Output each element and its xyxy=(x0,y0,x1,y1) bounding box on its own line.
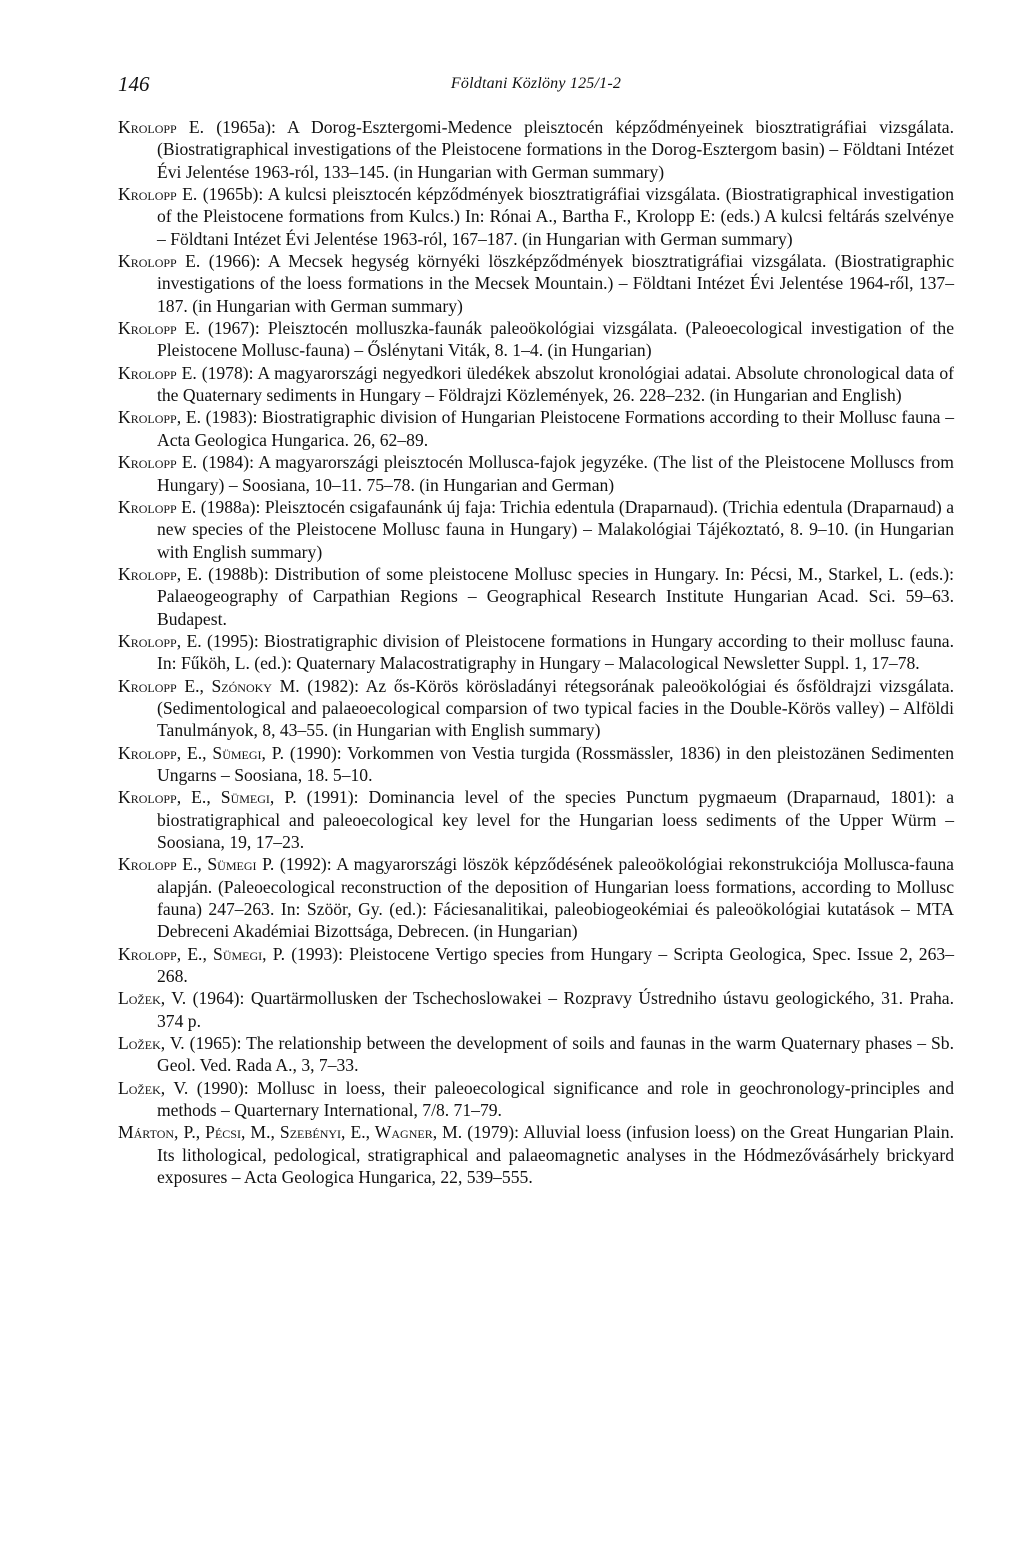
reference-text: (1978): A magyarországi negyedkori üledékek abszolut kronológiai adatai. Absolute chronological data of the Quaternary sediments in Hungary – Földrajzi Közlemények, 26. 228–232. (in Hungarian and English) xyxy=(157,362,954,406)
page xyxy=(118,72,954,1189)
reference-entry xyxy=(118,183,954,250)
reference-entry xyxy=(118,630,954,675)
reference-author: Krolopp, E. xyxy=(118,630,202,651)
reference-entry xyxy=(118,406,954,451)
reference-entry xyxy=(118,675,954,742)
reference-text: (1995): Biostratigraphic division of Pleistocene formations in Hungary according to their mollusc fauna. In: Fűköh, L. (ed.): Quaternary Malacostratigraphy in Hungary – Malacological Newsletter Suppl. 1, 17–78. xyxy=(157,630,954,674)
reference-text: (1966): A Mecsek hegység környéki löszképződmények biosztratigráfiai vizsgálata. (Biostratigraphic investigations of the loess formations in the Mecsek Mountain.) – Földtani Intézet Évi Jelentése 1964-ről, 137–187. (in Hungarian with German summary) xyxy=(157,251,954,316)
reference-text: (1993): Pleistocene Vertigo species from Hungary – Scripta Geologica, Spec. Issue 2, 263–268. xyxy=(157,943,954,987)
reference-text: (1965a): A Dorog-Esztergomi-Medence pleisztocén képződményeinek biosztratigráfiai vizsgálata. (Biostratigraphical investigations of the Pleistocene formations in the Dorog-Esztergom basin) – Földtani Intézet Évi Jelentése 1963-ról, 133–145. (in Hungarian with German summary) xyxy=(157,117,954,182)
reference-text: (1979): Alluvial loess (infusion loess) on the Great Hungarian Plain. Its lithological, pedological, stratigraphical and palaeomagnetic analyses in the Hódmezővásárhely brickyard exposures – Acta Geologica Hungarica, 22, 539–555. xyxy=(157,1122,954,1188)
reference-entry xyxy=(118,943,954,988)
reference-author: Krolopp E. xyxy=(118,362,197,383)
reference-entry xyxy=(118,250,954,317)
reference-entry xyxy=(118,362,954,407)
reference-text: (1988b): Distribution of some pleistocene Mollusc species in Hungary. In: Pécsi, M., Starkel, L. (eds.): Palaeogeography of Carpathian Regions – Geographical Research Institute Hungarian Acad. Sci. 59–63. Budapest. xyxy=(157,563,954,629)
reference-text: (1983): Biostratigraphic division of Hungarian Pleistocene Formations according to their Mollusc fauna – Acta Geologica Hungarica. 26, 62–89. xyxy=(157,407,954,450)
reference-text: (1990): Vorkommen von Vestia turgida (Rossmässler, 1836) in den pleistozänen Sedimenten Ungarns – Soosiana, 18. 5–10. xyxy=(157,742,954,785)
reference-author: Ložek, V. xyxy=(118,1077,189,1098)
reference-author: Ložek, V. xyxy=(118,988,187,1009)
reference-text: (1964): Quartärmollusken der Tschechoslowakei – Rozpravy Ústredniho ústavu geologického, 31. Praha. 374 p. xyxy=(157,988,954,1031)
reference-author: Krolopp E. xyxy=(118,318,200,339)
reference-text: (1965b): A kulcsi pleisztocén képződmények biosztratigráfiai vizsgálata. (Biostratigraphical investigation of the Pleistocene formations from Kulcs.) In: Rónai A., Bartha F., Krolopp E: (eds.) A kulcsi feltárás szelvénye – Földtani Intézet Évi Jelentése 1963-ról, 167–187. (in Hungarian with German summary) xyxy=(157,184,954,249)
reference-author: Krolopp, E., Sümegi, P. xyxy=(118,742,285,763)
reference-entry xyxy=(118,496,954,563)
reference-entry xyxy=(118,853,954,942)
reference-author: Márton, P., Pécsi, M., Szebényi, E., Wagner, M. xyxy=(118,1122,463,1143)
reference-entry xyxy=(118,563,954,630)
reference-author: Krolopp E. xyxy=(118,117,205,137)
reference-author: Krolopp E. xyxy=(118,452,198,473)
reference-author: Krolopp E. xyxy=(118,184,198,205)
page-number: 146 xyxy=(118,72,150,96)
reference-text: (1991): Dominancia level of the species Punctum pygmaeum (Draparnaud, 1801): a biostratigraphical and paleoecological key level for the Hungarian loess sediments of the Upper Würm – Soosiana, 19, 17–23. xyxy=(157,787,955,852)
reference-entry xyxy=(118,1032,954,1077)
journal-title: Földtani Közlöny 125/1-2 xyxy=(450,75,622,92)
reference-author: Krolopp, E., Sümegi, P. xyxy=(118,787,297,808)
reference-author: Ložek, V. xyxy=(118,1033,185,1054)
reference-author: Krolopp E. xyxy=(118,251,201,272)
reference-entry xyxy=(118,987,954,1032)
reference-text: (1967): Pleisztocén molluszka-faunák paleoökológiai vizsgálata. (Paleoecological investigation of the Pleistocene Mollusc-fauna) – Őslénytani Viták, 8. 1–4. (in Hungarian) xyxy=(157,318,955,361)
reference-entry xyxy=(118,317,954,362)
reference-author: Krolopp E., Sümegi P. xyxy=(118,854,275,875)
reference-author: Krolopp E., Szónoky M. xyxy=(118,675,300,696)
reference-text: (1992): A magyarországi löszök képződésének paleoökológiai rekonstrukciója Mollusca-fauna alapján. (Paleoecological reconstruction of the deposition of Hungarian loess formations, according to Mollusc fauna) 247–263. In: Szöör, Gy. (ed.): Fáciesanalitikai, paleobiogeokémiai és paleoökológiai kutatások – MTA Debreceni Akadémiai Bizottsága, Debrecen. (in Hungarian) xyxy=(157,854,954,942)
reference-author: Krolopp E. xyxy=(118,496,197,517)
reference-entry xyxy=(118,451,954,496)
reference-entry xyxy=(118,1077,954,1122)
reference-entry xyxy=(118,1121,954,1188)
page-header xyxy=(118,72,954,112)
reference-text: (1965): The relationship between the development of soils and faunas in the warm Quaternary phases – Sb. Geol. Ved. Rada A., 3, 7–33. xyxy=(157,1033,954,1076)
reference-author: Krolopp, E. xyxy=(118,563,203,584)
reference-entry xyxy=(118,116,954,183)
reference-text: (1988a): Pleisztocén csigafaunánk új faja: Trichia edentula (Draparnaud). (Trichia edentula (Draparnaud) a new species of the Pleistocene Mollusc fauna in Hungary) – Malakológiai Tájékoztató, 8. 9–10. (in Hungarian with English summary) xyxy=(157,496,954,562)
reference-author: Krolopp, E., Sümegi, P. xyxy=(118,943,285,964)
reference-text: (1984): A magyarországi pleisztocén Mollusca-fajok jegyzéke. (The list of the Pleistocene Molluscs from Hungary) – Soosiana, 10–11. 75–78. (in Hungarian and German) xyxy=(157,452,954,495)
reference-list xyxy=(118,116,954,1189)
reference-entry xyxy=(118,742,954,787)
reference-entry xyxy=(118,786,954,853)
reference-author: Krolopp, E. xyxy=(118,407,201,428)
reference-text: (1990): Mollusc in loess, their paleoecological significance and role in geochronology-principles and methods – Quarternary International, 7/8. 71–79. xyxy=(157,1077,954,1121)
reference-text: (1982): Az ős-Körös körösladányi rétegsorának paleoökológiai és ősföldrajzi vizsgálata. (Sedimentological and palaeoecological comparsion of two typical facies in the Double-Körös valley) – Alföldi Tanulmányok, 8, 43–55. (in Hungarian with English summary) xyxy=(157,675,954,741)
